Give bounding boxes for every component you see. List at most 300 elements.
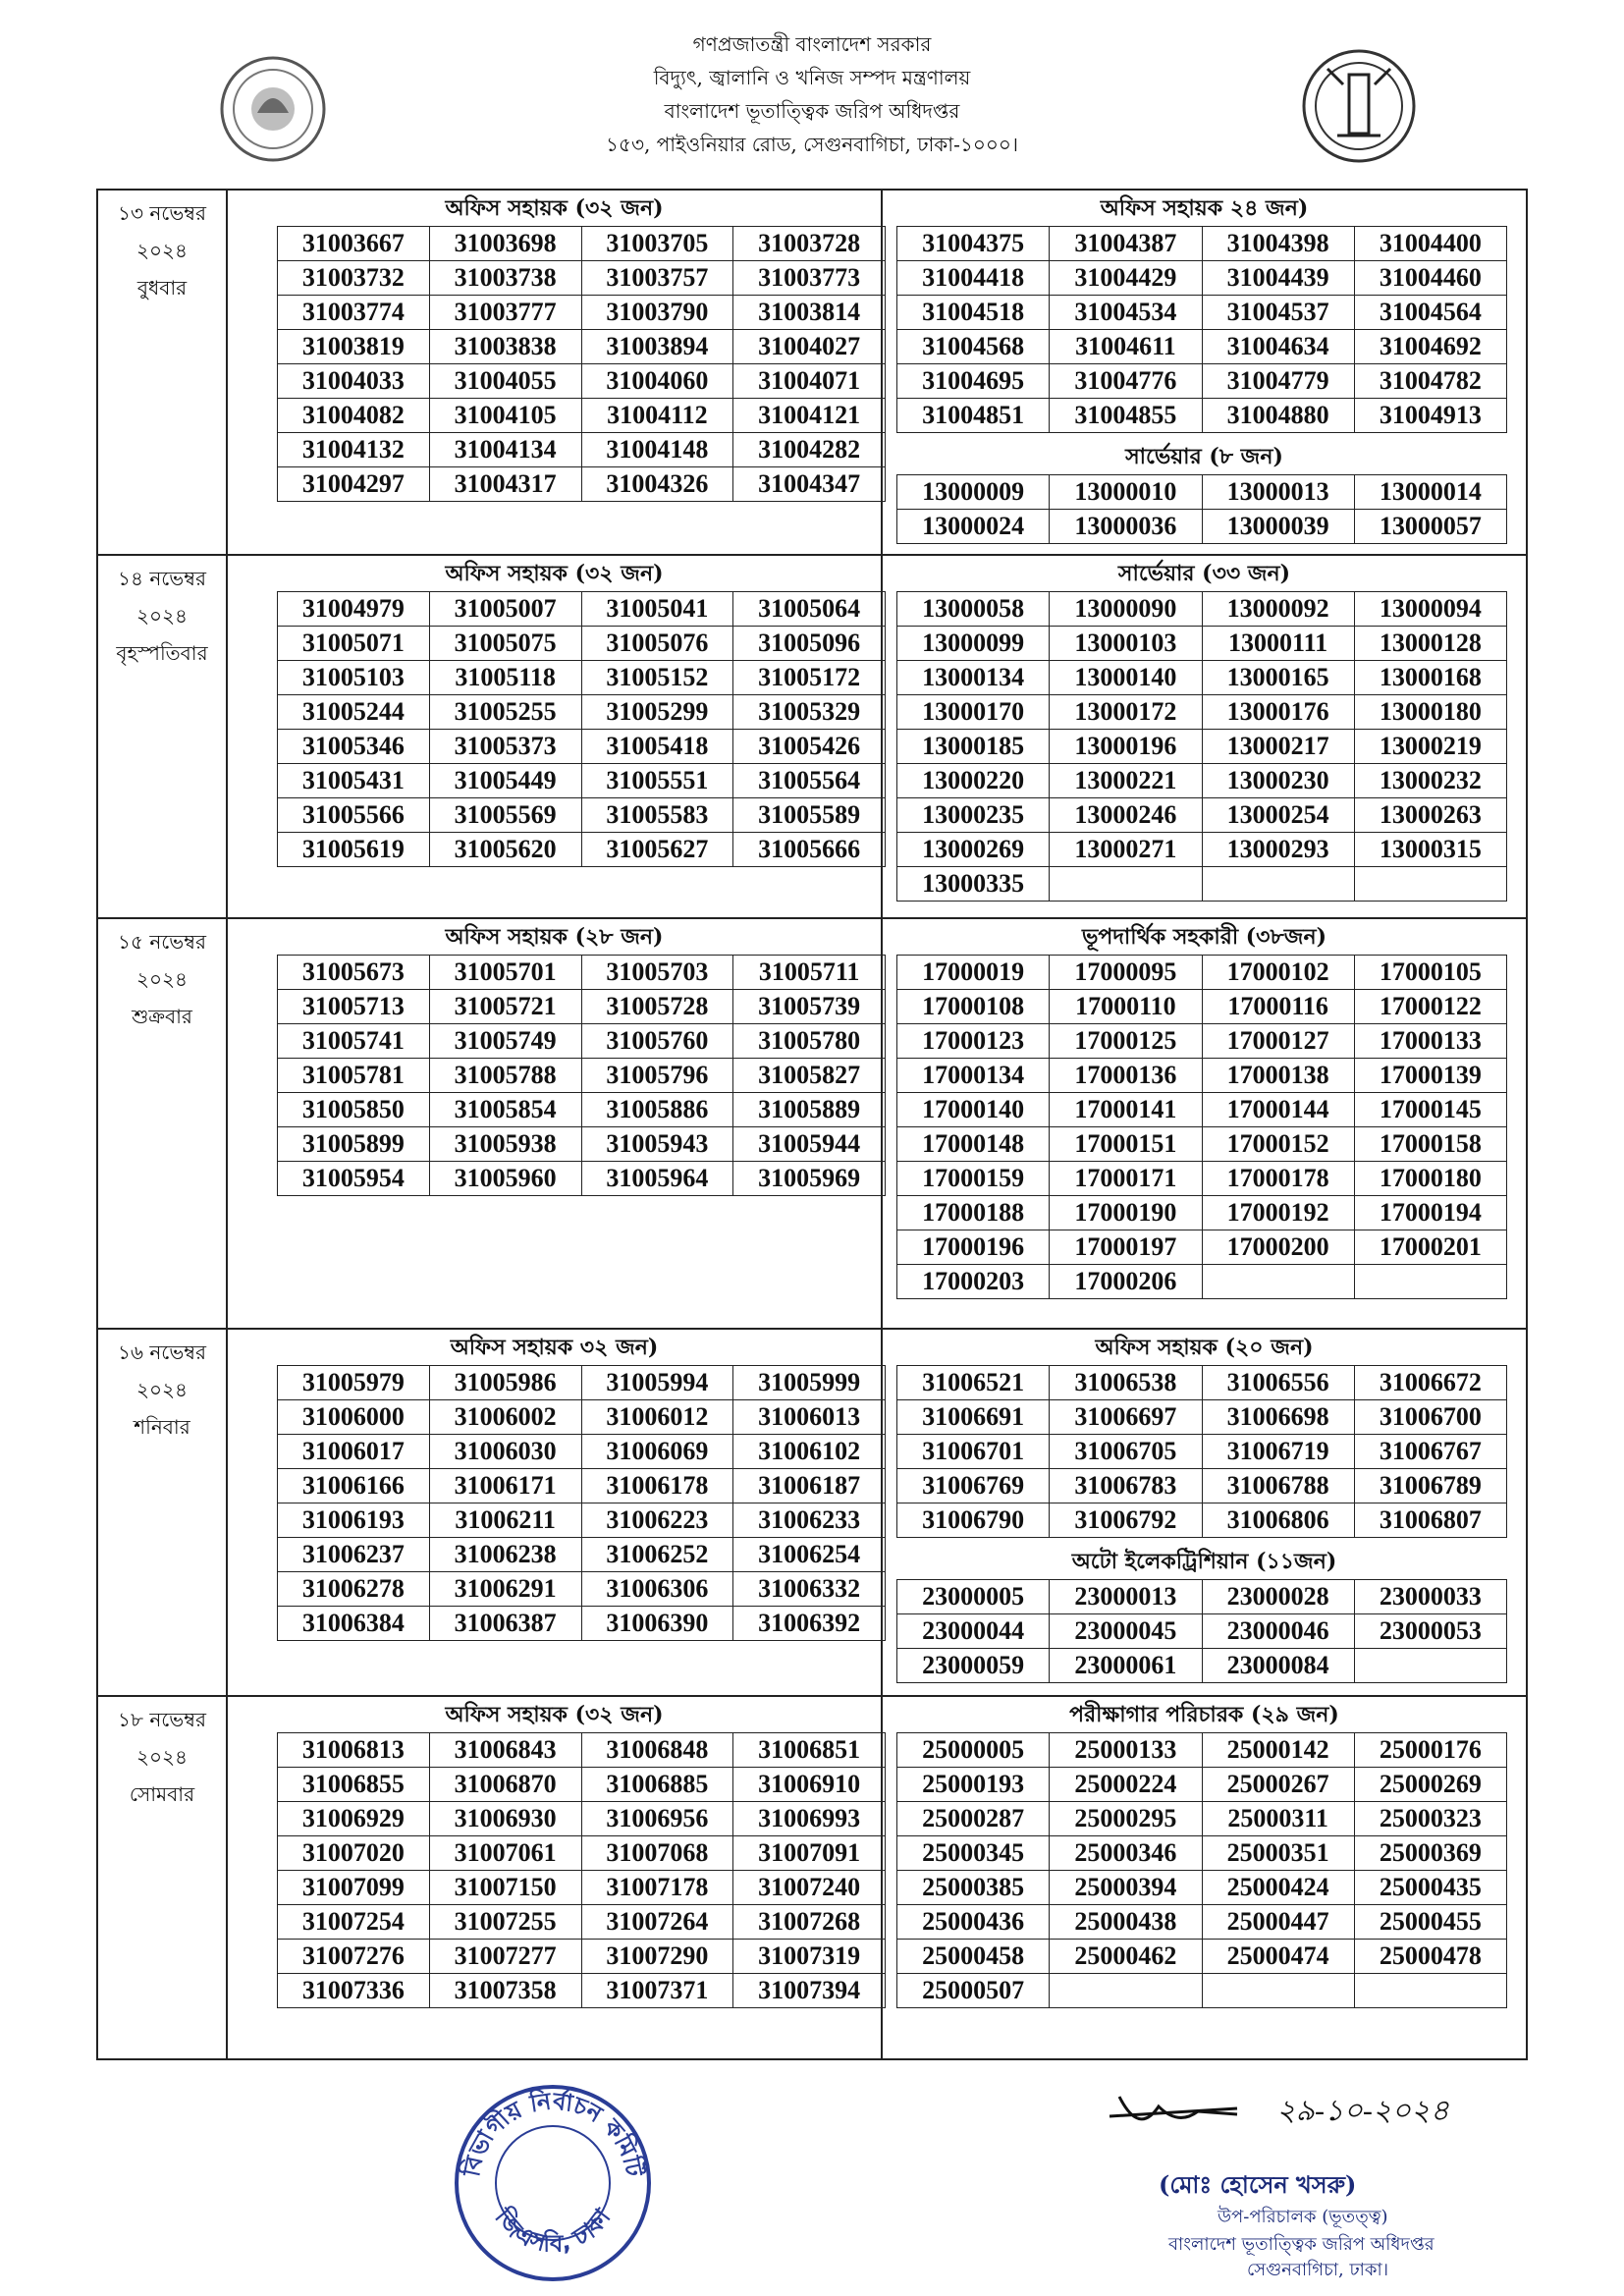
roll-number-cell: 31003819 (278, 330, 430, 364)
roll-number-cell: 31004779 (1202, 364, 1354, 399)
roll-number-cell: 31007254 (278, 1905, 430, 1940)
roll-number-cell: 31005569 (429, 798, 581, 833)
roll-number-table (277, 226, 886, 502)
roll-number-table (896, 474, 1507, 544)
roll-number-row (278, 1607, 886, 1641)
roll-number-cell: 17000152 (1202, 1127, 1354, 1162)
roll-number-row (897, 1265, 1507, 1299)
roll-number-cell: 13000230 (1202, 764, 1354, 798)
roll-number-cell: 13000057 (1354, 510, 1506, 544)
exam-weekday: সোমবার (129, 1782, 195, 1806)
roll-number-cell: 31007264 (581, 1905, 733, 1940)
committee-stamp (450, 2080, 656, 2286)
roll-number-cell: 31003757 (581, 261, 733, 296)
roll-number-cell: 31005999 (733, 1366, 886, 1400)
roll-number-cell: 31005373 (429, 730, 581, 764)
roll-number-cell: 13000009 (897, 475, 1050, 510)
roll-number-row (278, 261, 886, 296)
exam-year: ২০২৪ (136, 1745, 188, 1769)
roll-number-cell: 13000235 (897, 798, 1050, 833)
roll-number-row (897, 1768, 1507, 1802)
roll-number-cell: 17000108 (897, 990, 1050, 1024)
roll-number-cell: 31007268 (733, 1905, 886, 1940)
roll-number-cell: 17000122 (1354, 990, 1506, 1024)
roll-number-cell: 17000123 (897, 1024, 1050, 1059)
left-post-column (227, 918, 882, 1329)
roll-number-row (278, 1162, 886, 1196)
roll-number-cell: 31004851 (897, 399, 1050, 433)
roll-number-row (278, 296, 886, 330)
roll-number-cell: 31004282 (733, 433, 886, 467)
header-line-1: গণপ্রজাতন্ত্রী বাংলাদেশ সরকার (692, 32, 932, 56)
roll-number-row (278, 695, 886, 730)
roll-number-cell: 31005118 (429, 661, 581, 695)
roll-number-cell (1202, 867, 1354, 902)
roll-number-row (278, 1768, 886, 1802)
roll-number-cell: 31004855 (1050, 399, 1202, 433)
roll-number-row (897, 1614, 1507, 1649)
roll-number-cell: 31007277 (429, 1940, 581, 1974)
roll-number-cell: 31006843 (429, 1733, 581, 1768)
roll-number-cell: 31006930 (429, 1802, 581, 1836)
roll-number-cell: 31005096 (733, 627, 886, 661)
header-line-4: ১৫৩, পাইওনিয়ার রোড, সেগুনবাগিচা, ঢাকা-১০০০। (606, 133, 1018, 156)
exam-date: ১৪ নভেম্বর (118, 567, 206, 590)
roll-number-cell: 17000019 (897, 956, 1050, 990)
roll-number-cell: 31005673 (278, 956, 430, 990)
roll-number-cell: 23000033 (1354, 1580, 1506, 1614)
roll-number-cell: 13000293 (1202, 833, 1354, 867)
exam-year: ২০২৪ (136, 1378, 188, 1401)
roll-number-cell: 17000145 (1354, 1093, 1506, 1127)
roll-number-cell: 31006813 (278, 1733, 430, 1768)
roll-number-cell: 17000171 (1050, 1162, 1202, 1196)
roll-number-cell: 17000196 (897, 1230, 1050, 1265)
roll-number-cell: 13000315 (1354, 833, 1506, 867)
roll-number-cell: 31005886 (581, 1093, 733, 1127)
roll-number-cell: 31005969 (733, 1162, 886, 1196)
roll-number-cell: 31007371 (581, 1974, 733, 2008)
roll-number-cell: 31005418 (581, 730, 733, 764)
roll-number-row (278, 1024, 886, 1059)
post-title: অফিস সহায়ক (২৮ জন) (445, 924, 664, 950)
roll-number-cell: 31003838 (429, 330, 581, 364)
roll-number-cell: 13000090 (1050, 592, 1202, 627)
roll-number-cell: 31005854 (429, 1093, 581, 1127)
signatory-designation: উপ-পরিচালক (ভূতত্ত্ব) (1218, 2207, 1388, 2227)
roll-number-cell: 31007099 (278, 1871, 430, 1905)
roll-number-cell: 13000014 (1354, 475, 1506, 510)
roll-number-cell: 17000140 (897, 1093, 1050, 1127)
roll-number-cell: 31004082 (278, 399, 430, 433)
roll-number-cell: 31004027 (733, 330, 886, 364)
roll-number-cell: 31005938 (429, 1127, 581, 1162)
exam-year: ২০২৪ (136, 604, 188, 628)
roll-number-row (897, 1940, 1507, 1974)
post-title: ভূপদার্থিক সহকারী (৩৮জন) (1082, 924, 1326, 950)
roll-number-cell: 31003814 (733, 296, 886, 330)
roll-number-cell: 31006178 (581, 1469, 733, 1503)
roll-number-cell: 17000139 (1354, 1059, 1506, 1093)
roll-number-cell: 31005943 (581, 1127, 733, 1162)
roll-number-cell: 25000323 (1354, 1802, 1506, 1836)
exam-weekday: বৃহস্পতিবার (116, 641, 208, 665)
roll-number-cell: 31006851 (733, 1733, 886, 1768)
roll-number-cell: 13000176 (1202, 695, 1354, 730)
roll-number-cell: 17000148 (897, 1127, 1050, 1162)
roll-number-cell: 25000424 (1202, 1871, 1354, 1905)
roll-number-cell: 31005551 (581, 764, 733, 798)
roll-number-cell: 31003698 (429, 227, 581, 261)
roll-number-cell: 31006069 (581, 1435, 733, 1469)
roll-number-row (278, 1127, 886, 1162)
roll-number-cell: 31005449 (429, 764, 581, 798)
roll-number-cell: 31006223 (581, 1503, 733, 1538)
roll-number-cell: 17000206 (1050, 1265, 1202, 1299)
roll-number-cell: 23000053 (1354, 1614, 1506, 1649)
roll-number-cell: 13000246 (1050, 798, 1202, 833)
roll-number-cell: 31006521 (897, 1366, 1050, 1400)
roll-number-cell: 31006291 (429, 1572, 581, 1607)
roll-number-cell: 25000438 (1050, 1905, 1202, 1940)
roll-number-cell: 17000201 (1354, 1230, 1506, 1265)
roll-number-cell: 31007319 (733, 1940, 886, 1974)
roll-number-cell: 31004692 (1354, 330, 1506, 364)
roll-number-cell: 13000196 (1050, 730, 1202, 764)
roll-number-cell: 31006166 (278, 1469, 430, 1503)
roll-number-table (896, 955, 1507, 1299)
roll-number-cell: 17000203 (897, 1265, 1050, 1299)
post-title: পরীক্ষাগার পরিচারক (২৯ জন) (1069, 1702, 1339, 1727)
roll-number-cell: 13000092 (1202, 592, 1354, 627)
roll-number-cell: 31004387 (1050, 227, 1202, 261)
post-title: অফিস সহায়ক (২০ জন) (1095, 1335, 1314, 1360)
roll-number-cell: 25000193 (897, 1768, 1050, 1802)
roll-number-cell: 31005721 (429, 990, 581, 1024)
roll-number-cell: 17000158 (1354, 1127, 1506, 1162)
exam-date-cell (97, 918, 227, 1329)
roll-number-cell (1354, 867, 1506, 902)
roll-number-cell: 31005041 (581, 592, 733, 627)
roll-number-cell: 31005619 (278, 833, 430, 867)
right-post-column (882, 1329, 1527, 1696)
right-post-column (882, 1696, 1527, 2059)
roll-number-cell: 31005564 (733, 764, 886, 798)
roll-number-cell: 17000159 (897, 1162, 1050, 1196)
roll-number-row (897, 1400, 1507, 1435)
post-title: সার্ভেয়ার (৮ জন) (1125, 444, 1283, 469)
right-post-column (882, 555, 1527, 918)
roll-number-cell: 31004317 (429, 467, 581, 502)
roll-number-cell: 31004132 (278, 433, 430, 467)
roll-number-table (896, 226, 1507, 433)
roll-number-row (897, 592, 1507, 627)
roll-number-cell: 31004148 (581, 433, 733, 467)
exam-date-cell (97, 190, 227, 555)
roll-number-cell: 25000455 (1354, 1905, 1506, 1940)
roll-number-cell: 31003732 (278, 261, 430, 296)
roll-number-cell: 31005760 (581, 1024, 733, 1059)
roll-number-cell: 31006556 (1202, 1366, 1354, 1400)
roll-number-cell: 31004564 (1354, 296, 1506, 330)
roll-number-cell: 31004534 (1050, 296, 1202, 330)
roll-number-cell: 31003728 (733, 227, 886, 261)
roll-number-cell: 31007061 (429, 1836, 581, 1871)
signatory-address: সেগুনবাগিচা, ঢাকা। (1247, 2260, 1389, 2280)
roll-number-cell: 31006254 (733, 1538, 886, 1572)
exam-date: ১৫ নভেম্বর (118, 930, 206, 954)
roll-number-cell: 31005780 (733, 1024, 886, 1059)
roll-number-cell: 31005299 (581, 695, 733, 730)
roll-number-cell: 31006700 (1354, 1400, 1506, 1435)
roll-number-cell: 31005076 (581, 627, 733, 661)
roll-number-row (278, 330, 886, 364)
roll-number-cell: 31006252 (581, 1538, 733, 1572)
roll-number-table (277, 1365, 886, 1641)
roll-number-row (278, 730, 886, 764)
roll-number-cell: 13000134 (897, 661, 1050, 695)
roll-number-cell: 31007240 (733, 1871, 886, 1905)
roll-number-row (897, 330, 1507, 364)
roll-number-cell: 31005007 (429, 592, 581, 627)
roll-number-cell: 31006767 (1354, 1435, 1506, 1469)
roll-number-cell: 31004439 (1202, 261, 1354, 296)
roll-number-cell: 31005788 (429, 1059, 581, 1093)
roll-number-cell: 31003790 (581, 296, 733, 330)
roll-number-cell: 31006956 (581, 1802, 733, 1836)
roll-number-cell: 31006719 (1202, 1435, 1354, 1469)
roll-number-cell: 31006701 (897, 1435, 1050, 1469)
roll-number-cell: 31004634 (1202, 330, 1354, 364)
roll-number-cell: 31006792 (1050, 1503, 1202, 1538)
exam-date-cell (97, 1329, 227, 1696)
post-title: সার্ভেয়ার (৩৩ জন) (1117, 561, 1291, 586)
roll-number-cell: 13000217 (1202, 730, 1354, 764)
exam-weekday: শনিবার (134, 1415, 190, 1439)
roll-number-row (278, 1905, 886, 1940)
roll-number-cell: 25000435 (1354, 1871, 1506, 1905)
roll-number-row (278, 1974, 886, 2008)
roll-number-cell: 13000058 (897, 592, 1050, 627)
roll-number-cell: 13000039 (1202, 510, 1354, 544)
roll-number-table (896, 1365, 1507, 1538)
roll-number-cell: 17000116 (1202, 990, 1354, 1024)
roll-number-cell: 31006392 (733, 1607, 886, 1641)
roll-number-cell: 31004695 (897, 364, 1050, 399)
handwritten-signature (1100, 2087, 1267, 2146)
roll-number-cell (1050, 867, 1202, 902)
roll-number-row (897, 261, 1507, 296)
roll-number-cell: 31007394 (733, 1974, 886, 2008)
roll-number-cell: 13000220 (897, 764, 1050, 798)
roll-number-cell: 25000346 (1050, 1836, 1202, 1871)
roll-number-cell: 31003705 (581, 227, 733, 261)
stamp-top-text: বিভাগীয় নির্বাচন কমিটি (457, 2087, 648, 2179)
exam-weekday: শুক্রবার (132, 1005, 192, 1028)
roll-number-cell: 31004537 (1202, 296, 1354, 330)
roll-number-cell: 31005827 (733, 1059, 886, 1093)
roll-number-cell: 31006237 (278, 1538, 430, 1572)
roll-number-cell: 13000036 (1050, 510, 1202, 544)
roll-number-row (897, 956, 1507, 990)
roll-number-cell: 17000110 (1050, 990, 1202, 1024)
roll-number-cell: 31007358 (429, 1974, 581, 2008)
roll-number-row (897, 1162, 1507, 1196)
roll-number-cell: 31005728 (581, 990, 733, 1024)
roll-number-cell: 31006384 (278, 1607, 430, 1641)
roll-number-row (897, 1127, 1507, 1162)
roll-number-row (897, 1469, 1507, 1503)
roll-number-cell: 31005741 (278, 1024, 430, 1059)
roll-number-cell: 31006171 (429, 1469, 581, 1503)
roll-number-cell: 31005749 (429, 1024, 581, 1059)
schedule-row (97, 918, 1527, 1329)
roll-number-cell: 31006672 (1354, 1366, 1506, 1400)
roll-number-cell: 31004979 (278, 592, 430, 627)
roll-number-cell: 31007020 (278, 1836, 430, 1871)
roll-number-row (897, 1435, 1507, 1469)
roll-number-cell: 25000142 (1202, 1733, 1354, 1768)
roll-number-cell: 31006002 (429, 1400, 581, 1435)
roll-number-cell: 31004105 (429, 399, 581, 433)
roll-number-cell: 31005889 (733, 1093, 886, 1127)
roll-number-cell: 17000197 (1050, 1230, 1202, 1265)
roll-number-cell: 31005701 (429, 956, 581, 990)
roll-number-cell: 25000269 (1354, 1768, 1506, 1802)
schedule-row (97, 1696, 1527, 2059)
roll-number-row (897, 1580, 1507, 1614)
roll-number-cell: 25000385 (897, 1871, 1050, 1905)
exam-date: ১৩ নভেম্বর (118, 201, 206, 225)
roll-number-cell: 31003738 (429, 261, 581, 296)
roll-number-row (897, 1974, 1507, 2008)
roll-number-cell: 17000125 (1050, 1024, 1202, 1059)
roll-number-cell: 31005329 (733, 695, 886, 730)
roll-number-cell: 17000178 (1202, 1162, 1354, 1196)
roll-number-cell: 31005244 (278, 695, 430, 730)
roll-number-cell: 13000103 (1050, 627, 1202, 661)
roll-number-row (278, 433, 886, 467)
roll-number-cell: 31005620 (429, 833, 581, 867)
roll-number-cell: 31005152 (581, 661, 733, 695)
exam-date: ১৬ নভেম্বর (118, 1340, 206, 1364)
roll-number-cell: 25000458 (897, 1940, 1050, 1974)
roll-number-cell: 25000507 (897, 1974, 1050, 2008)
signature-date: ২৯-১০-২০২৪ (1276, 2095, 1449, 2127)
roll-number-cell: 31004568 (897, 330, 1050, 364)
roll-number-cell: 31004326 (581, 467, 733, 502)
roll-number-row (897, 627, 1507, 661)
roll-number-cell: 31006238 (429, 1538, 581, 1572)
header-line-3: বাংলাদেশ ভূতাত্ত্বিক জরিপ অধিদপ্তর (664, 99, 960, 123)
roll-number-row (278, 661, 886, 695)
roll-number-table (896, 1579, 1507, 1683)
roll-number-cell: 31005960 (429, 1162, 581, 1196)
roll-number-row (897, 227, 1507, 261)
roll-number-row (897, 695, 1507, 730)
roll-number-cell: 23000045 (1050, 1614, 1202, 1649)
roll-number-cell: 17000190 (1050, 1196, 1202, 1230)
roll-number-cell: 31005627 (581, 833, 733, 867)
roll-number-cell: 17000138 (1202, 1059, 1354, 1093)
roll-number-cell: 25000311 (1202, 1802, 1354, 1836)
roll-number-cell: 31006788 (1202, 1469, 1354, 1503)
exam-date-cell (97, 1696, 227, 2059)
roll-number-cell: 31006332 (733, 1572, 886, 1607)
roll-number-cell: 25000267 (1202, 1768, 1354, 1802)
roll-number-cell: 31004776 (1050, 364, 1202, 399)
exam-weekday: বুধবার (136, 276, 188, 300)
roll-number-cell: 31005346 (278, 730, 430, 764)
roll-number-cell: 31006013 (733, 1400, 886, 1435)
roll-number-cell: 13000172 (1050, 695, 1202, 730)
roll-number-cell: 31007150 (429, 1871, 581, 1905)
roll-number-cell: 25000224 (1050, 1768, 1202, 1802)
roll-number-cell: 17000133 (1354, 1024, 1506, 1059)
roll-number-cell: 31006698 (1202, 1400, 1354, 1435)
roll-number-cell: 31006278 (278, 1572, 430, 1607)
exam-year: ২০২৪ (136, 967, 188, 991)
roll-number-row (278, 399, 886, 433)
roll-number-cell: 17000200 (1202, 1230, 1354, 1265)
roll-number-cell: 31004400 (1354, 227, 1506, 261)
roll-number-cell: 31006387 (429, 1607, 581, 1641)
roll-number-row (278, 1435, 886, 1469)
roll-number-cell: 31004398 (1202, 227, 1354, 261)
roll-number-cell: 31006102 (733, 1435, 886, 1469)
roll-number-row (897, 1733, 1507, 1768)
roll-number-cell: 25000345 (897, 1836, 1050, 1871)
roll-number-cell (1050, 1974, 1202, 2008)
roll-number-cell: 31004297 (278, 467, 430, 502)
roll-number-cell: 31007255 (429, 1905, 581, 1940)
roll-number-row (278, 1469, 886, 1503)
roll-number-cell: 31004880 (1202, 399, 1354, 433)
roll-number-cell: 31005103 (278, 661, 430, 695)
roll-number-row (897, 867, 1507, 902)
roll-number-cell: 31004429 (1050, 261, 1202, 296)
exam-date-cell (97, 555, 227, 918)
svg-text:বিভাগীয় নির্বাচন কমিটি (457, 2086, 650, 2180)
roll-number-cell: 31006017 (278, 1435, 430, 1469)
roll-number-cell: 31006870 (429, 1768, 581, 1802)
schedule-row (97, 555, 1527, 918)
roll-number-row (278, 467, 886, 502)
roll-number-cell: 23000005 (897, 1580, 1050, 1614)
roll-number-row (278, 1093, 886, 1127)
roll-number-cell: 23000061 (1050, 1649, 1202, 1683)
roll-number-row (278, 956, 886, 990)
roll-number-cell: 31005426 (733, 730, 886, 764)
roll-number-cell: 25000295 (1050, 1802, 1202, 1836)
roll-number-cell: 13000263 (1354, 798, 1506, 833)
stamp-bottom-text: জিএসবি, ঢাকা (489, 2203, 617, 2258)
roll-number-cell: 31005713 (278, 990, 430, 1024)
roll-number-cell: 31006030 (429, 1435, 581, 1469)
roll-number-cell: 31004418 (897, 261, 1050, 296)
roll-number-cell: 31006538 (1050, 1366, 1202, 1400)
roll-number-cell: 31007290 (581, 1940, 733, 1974)
roll-number-cell: 23000084 (1202, 1649, 1354, 1683)
roll-number-cell (1354, 1265, 1506, 1299)
roll-number-cell: 17000134 (897, 1059, 1050, 1093)
roll-number-cell: 17000180 (1354, 1162, 1506, 1196)
roll-number-cell: 17000188 (897, 1196, 1050, 1230)
roll-number-cell: 31003777 (429, 296, 581, 330)
roll-number-cell: 31005944 (733, 1127, 886, 1162)
roll-number-row (897, 1871, 1507, 1905)
roll-number-cell: 31007336 (278, 1974, 430, 2008)
